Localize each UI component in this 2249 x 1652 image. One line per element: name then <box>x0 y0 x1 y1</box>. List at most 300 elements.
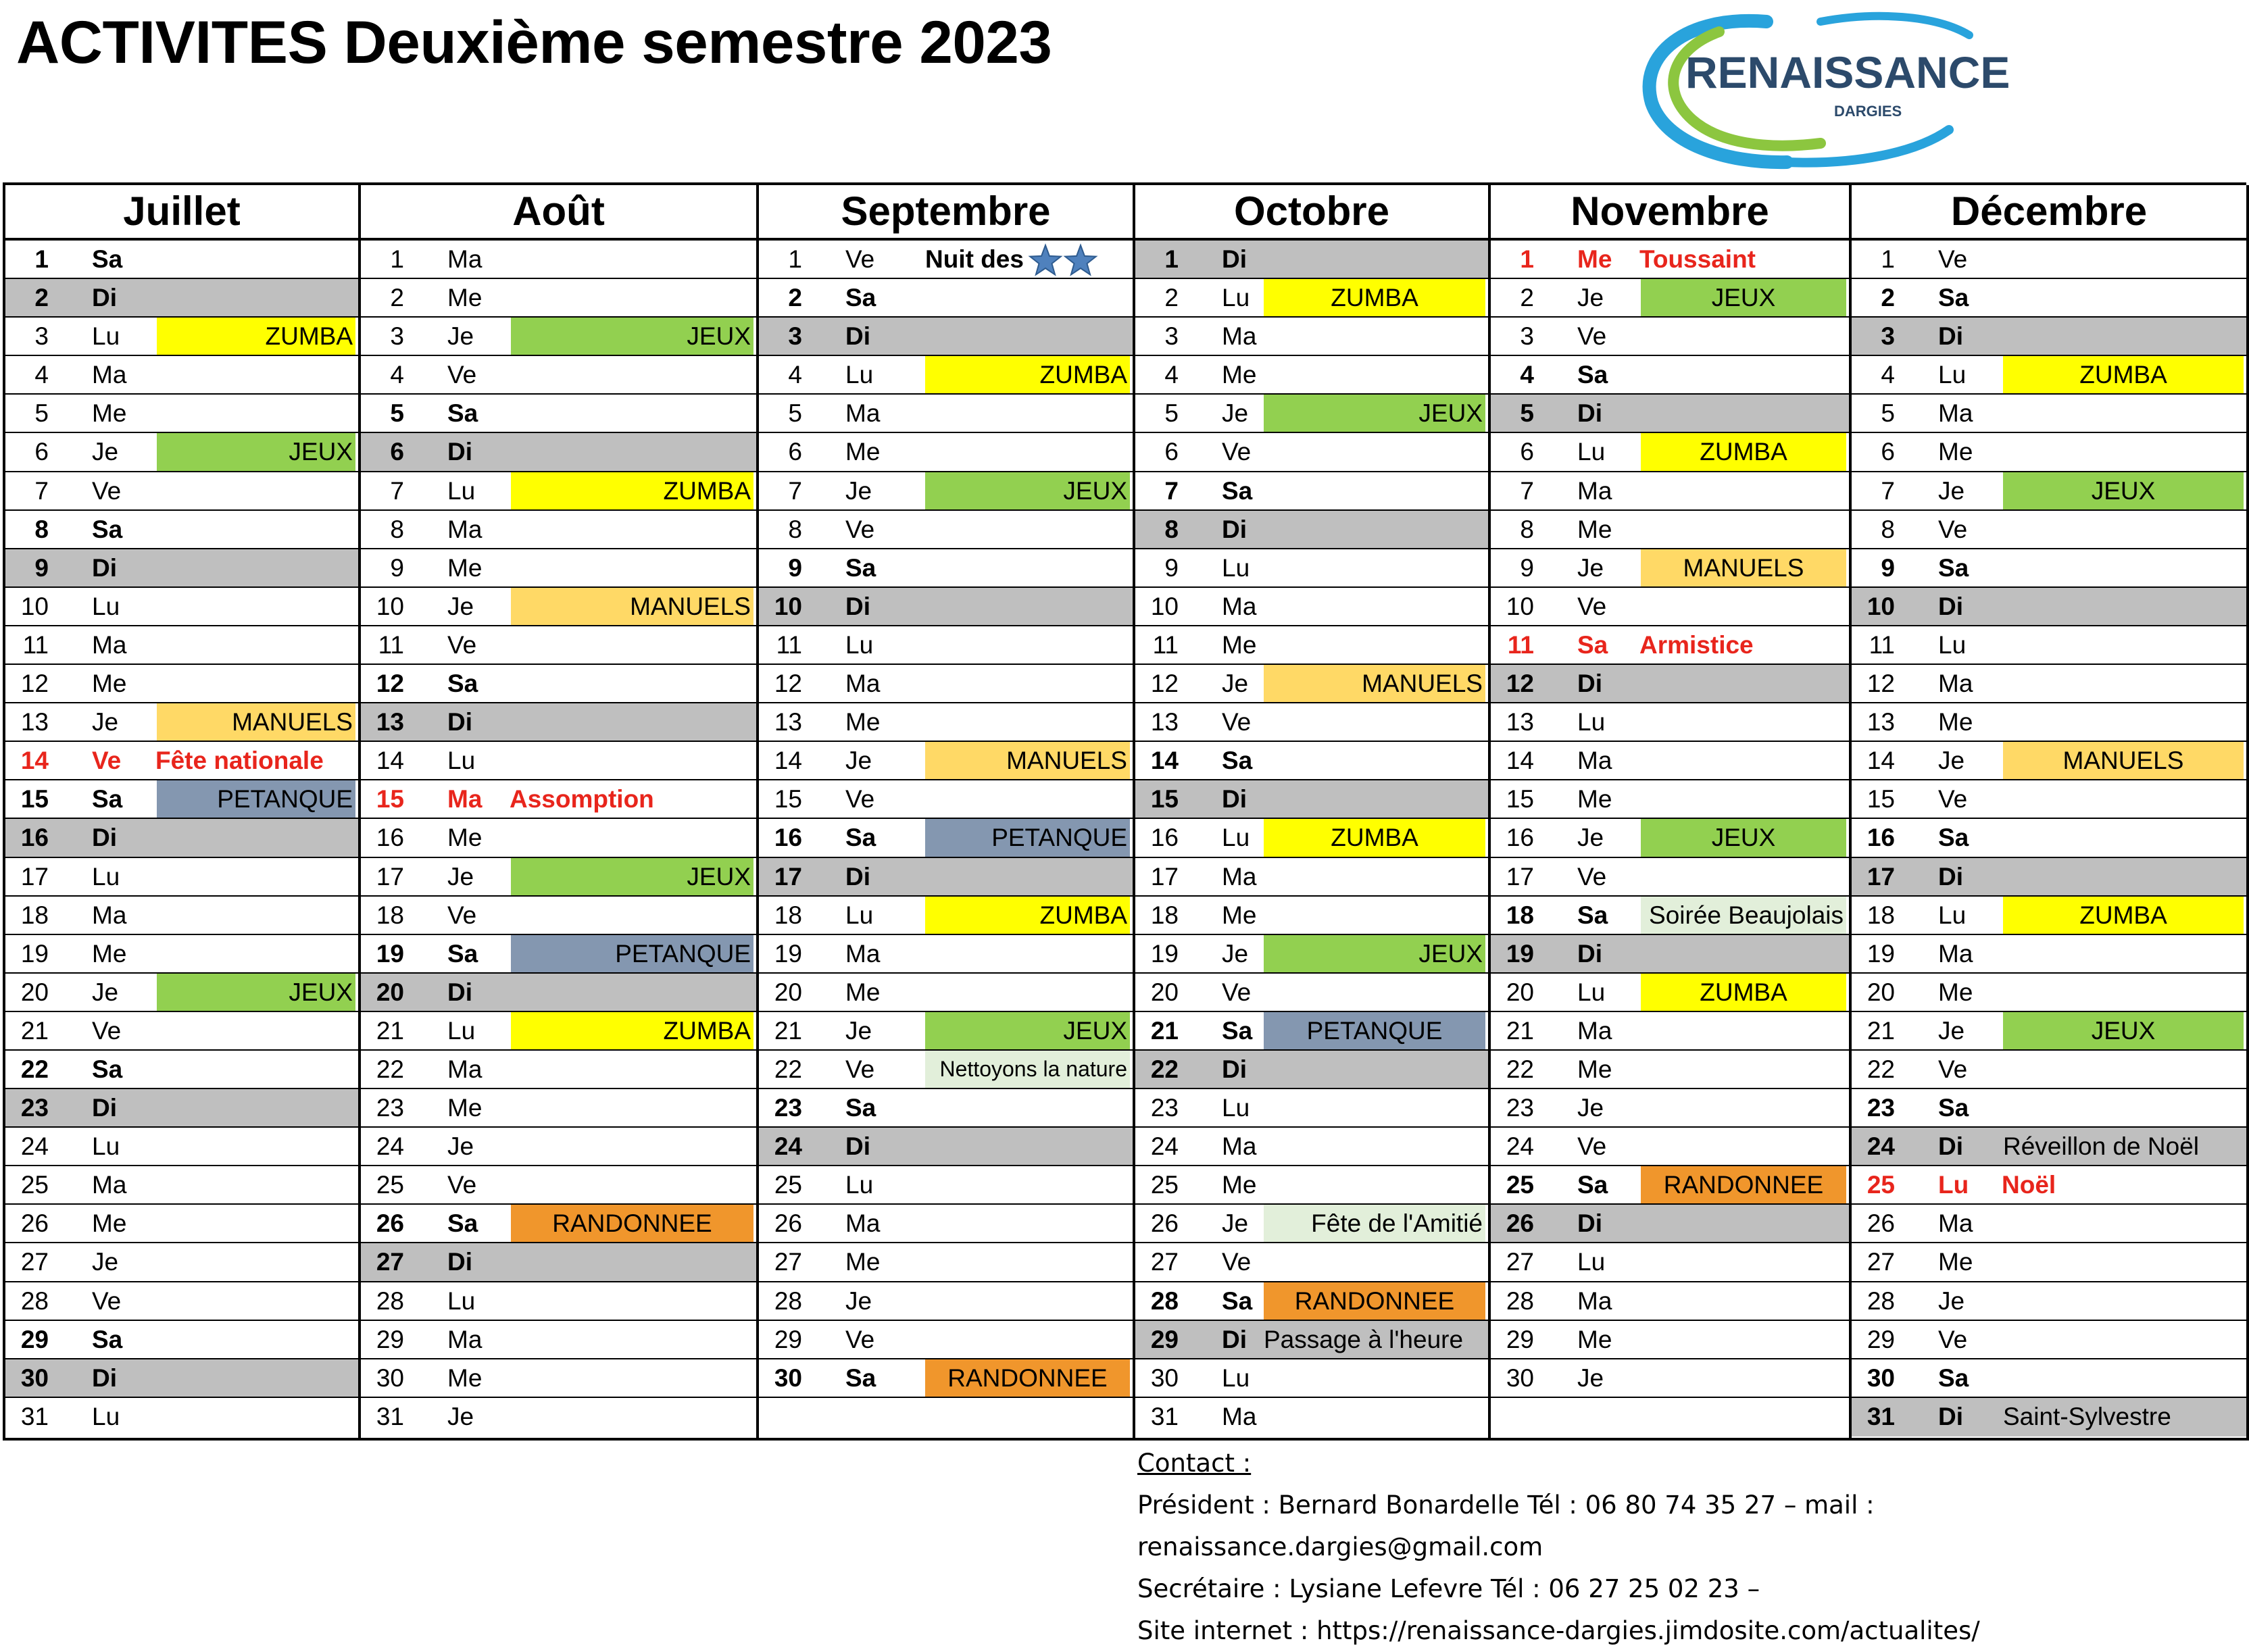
month-column <box>1491 185 1852 1441</box>
day-row <box>1135 241 1488 279</box>
day-name: Ma <box>1938 939 1973 968</box>
event-label: Passage à l'heure <box>1264 1325 1464 1353</box>
day-number: 1 <box>1881 245 1895 273</box>
day-number: 15 <box>376 785 404 814</box>
day-name: Je <box>447 1132 474 1161</box>
day-row <box>361 318 756 356</box>
event-label: MANUELS <box>232 708 353 736</box>
day-name: Di <box>845 862 870 891</box>
event-label: RANDONNEE <box>552 1209 712 1238</box>
event-label: ZUMBA <box>1039 901 1127 929</box>
day-name: Lu <box>447 1016 476 1045</box>
day-number: 20 <box>774 978 802 1006</box>
day-name: Me <box>1938 978 1973 1006</box>
day-name: Ve <box>92 1016 122 1045</box>
event-cell <box>511 588 753 625</box>
event-cell <box>1641 433 1846 470</box>
day-row <box>1491 897 1849 935</box>
day-name: Je <box>1577 824 1604 852</box>
day-number: 10 <box>1150 592 1179 620</box>
day-name: Ma <box>845 399 881 428</box>
day-row <box>1491 1205 1849 1243</box>
day-name: Ve <box>845 1325 875 1353</box>
contact-secretaire: Secrétaire : Lysiane Lefevre Tél : 06 27 25 02 23 – <box>1137 1574 1760 1603</box>
event-label: JEUX <box>2091 1016 2156 1045</box>
event-label: ZUMBA <box>1039 361 1127 389</box>
day-name: Je <box>447 862 474 891</box>
day-name: Je <box>1577 1363 1604 1392</box>
day-row <box>1852 703 2246 742</box>
day-row <box>1852 318 2246 356</box>
day-number: 12 <box>774 670 802 698</box>
day-row <box>1135 279 1488 318</box>
day-row <box>1135 1282 1488 1321</box>
day-number: 7 <box>788 476 802 505</box>
day-row <box>361 1089 756 1128</box>
day-number: 13 <box>1867 708 1895 736</box>
day-number: 17 <box>774 862 802 891</box>
day-number: 28 <box>1150 1286 1179 1315</box>
day-row <box>5 395 358 433</box>
day-row <box>1135 1243 1488 1282</box>
event-cell <box>1641 549 1846 586</box>
day-row <box>361 356 756 395</box>
day-row <box>1852 1166 2246 1205</box>
event-label: JEUX <box>1711 824 1776 852</box>
event-cell <box>157 318 355 355</box>
event-label: Nettoyons la nature <box>939 1056 1127 1081</box>
day-number: 20 <box>376 978 404 1006</box>
day-name: Lu <box>1222 1363 1250 1392</box>
day-row <box>5 241 358 279</box>
day-number: 7 <box>34 476 49 505</box>
day-number: 18 <box>20 901 49 929</box>
event-cell <box>1637 626 1846 664</box>
day-row <box>5 1128 358 1166</box>
day-name: Je <box>447 1402 474 1430</box>
day-name: Ve <box>1222 438 1252 466</box>
day-name: Sa <box>1938 284 1969 312</box>
day-name: Ma <box>1577 1286 1612 1315</box>
day-row <box>759 780 1133 819</box>
day-name: Sa <box>92 1325 123 1353</box>
day-row <box>361 241 756 279</box>
event-label: Nuit des <box>925 245 1024 273</box>
day-row <box>361 1166 756 1205</box>
day-row <box>1491 780 1849 819</box>
event-cell <box>2003 742 2244 779</box>
day-number: 18 <box>1506 901 1534 929</box>
day-name: Ma <box>92 630 127 659</box>
day-name: Di <box>92 1094 117 1122</box>
day-name: Sa <box>447 670 478 698</box>
day-number: 13 <box>1506 708 1534 736</box>
event-cell <box>2003 1012 2244 1049</box>
day-number: 22 <box>774 1055 802 1083</box>
day-name: Di <box>1938 862 1963 891</box>
day-number: 30 <box>1506 1363 1534 1392</box>
day-number: 26 <box>1867 1209 1895 1238</box>
day-name: Di <box>447 438 472 466</box>
event-label: JEUX <box>289 978 353 1006</box>
event-cell <box>511 1205 753 1242</box>
day-row <box>1135 1012 1488 1051</box>
day-number: 4 <box>1881 361 1895 389</box>
day-number: 2 <box>1881 284 1895 312</box>
day-name: Je <box>1938 476 1965 505</box>
day-number: 19 <box>1150 939 1179 968</box>
day-number: 5 <box>34 399 49 428</box>
day-row <box>5 549 358 588</box>
day-name: Ma <box>1577 476 1612 505</box>
day-row <box>1491 241 1849 279</box>
day-number: 28 <box>1506 1286 1534 1315</box>
day-name: Me <box>92 939 127 968</box>
day-name: Di <box>1222 245 1247 273</box>
event-cell <box>507 780 753 818</box>
day-row <box>1135 1321 1488 1359</box>
contact-site[interactable]: Site internet : https://renaissance-dargies.jimdosite.com/actualites/ <box>1137 1616 1980 1645</box>
day-number: 12 <box>1150 670 1179 698</box>
day-row <box>361 1128 756 1166</box>
day-row <box>361 819 756 857</box>
contact-title: Contact : <box>1137 1449 1252 1478</box>
event-label: MANUELS <box>1006 747 1127 775</box>
day-number: 18 <box>774 901 802 929</box>
event-label: JEUX <box>687 322 751 351</box>
day-number: 29 <box>1506 1325 1534 1353</box>
event-cell <box>1641 1166 1846 1203</box>
day-number: 4 <box>390 361 404 389</box>
day-name: Ve <box>447 1171 477 1199</box>
day-row <box>759 626 1133 665</box>
event-cell <box>511 318 753 355</box>
event-cell <box>511 858 753 895</box>
day-number: 8 <box>1164 515 1179 543</box>
day-row <box>1491 1243 1849 1282</box>
day-number: 26 <box>774 1209 802 1238</box>
day-row <box>1135 395 1488 433</box>
event-cell <box>2003 1398 2244 1436</box>
day-row <box>5 780 358 819</box>
day-number: 8 <box>1881 515 1895 543</box>
day-number: 31 <box>1867 1402 1895 1430</box>
day-row <box>759 1321 1133 1359</box>
day-row <box>361 1243 756 1282</box>
day-name: Me <box>1577 1055 1612 1083</box>
day-name: Sa <box>92 785 123 814</box>
day-number: 2 <box>34 284 49 312</box>
day-name: Di <box>92 824 117 852</box>
day-name: Ve <box>1938 1325 1968 1353</box>
event-label: RANDONNEE <box>947 1363 1108 1392</box>
event-cell <box>1264 935 1485 972</box>
day-row <box>1852 974 2246 1012</box>
day-row <box>759 511 1133 549</box>
day-row <box>1491 1321 1849 1359</box>
day-name: Ve <box>1938 515 1968 543</box>
day-row <box>5 356 358 395</box>
day-name: Ma <box>1222 862 1257 891</box>
event-cell <box>2003 356 2244 393</box>
day-row <box>1135 858 1488 897</box>
day-row <box>5 897 358 935</box>
day-row <box>1491 1398 1849 1436</box>
day-number: 20 <box>1150 978 1179 1006</box>
day-row <box>1491 511 1849 549</box>
day-number: 15 <box>1506 785 1534 814</box>
day-number: 6 <box>390 438 404 466</box>
day-name: Sa <box>1577 361 1608 389</box>
day-name: Sa <box>92 245 123 273</box>
day-name: Lu <box>447 1286 476 1315</box>
day-row <box>1852 1089 2246 1128</box>
day-name: Je <box>447 322 474 351</box>
day-name: Me <box>1577 515 1612 543</box>
event-label: PETANQUE <box>615 939 751 968</box>
day-name: Je <box>1222 1209 1249 1238</box>
event-cell <box>2003 1128 2244 1165</box>
day-name: Me <box>1938 1248 1973 1276</box>
day-name: Sa <box>1222 747 1253 775</box>
day-name: Je <box>1222 399 1249 428</box>
day-number: 15 <box>1867 785 1895 814</box>
event-label: PETANQUE <box>217 785 353 814</box>
day-row <box>5 1321 358 1359</box>
day-row <box>361 626 756 665</box>
day-name: Me <box>447 824 483 852</box>
day-name: Lu <box>92 592 120 620</box>
day-row <box>759 318 1133 356</box>
day-row <box>5 588 358 626</box>
day-number: 23 <box>1867 1094 1895 1122</box>
event-cell <box>1264 665 1485 702</box>
day-row <box>1852 472 2246 511</box>
day-name: Ma <box>845 1209 881 1238</box>
day-name: Lu <box>1222 824 1250 852</box>
day-row <box>1491 395 1849 433</box>
event-label: RANDONNEE <box>1294 1286 1455 1315</box>
day-name: Ve <box>1222 1248 1252 1276</box>
day-number: 6 <box>1881 438 1895 466</box>
day-number: 27 <box>376 1248 404 1276</box>
day-row <box>1852 897 2246 935</box>
day-name: Di <box>1938 1132 1963 1161</box>
day-row <box>759 1128 1133 1166</box>
day-number: 2 <box>788 284 802 312</box>
event-label: ZUMBA <box>1331 824 1418 852</box>
day-row <box>759 819 1133 857</box>
day-row <box>1135 318 1488 356</box>
day-number: 1 <box>390 245 404 273</box>
day-row <box>759 356 1133 395</box>
day-name: Ma <box>1938 1209 1973 1238</box>
day-name: Lu <box>1222 1094 1250 1122</box>
day-name: Me <box>1577 1325 1612 1353</box>
day-row <box>1852 1051 2246 1089</box>
day-name: Ma <box>447 245 483 273</box>
day-number: 23 <box>774 1094 802 1122</box>
event-cell <box>2003 472 2244 509</box>
day-name: Lu <box>845 361 874 389</box>
day-number: 15 <box>774 785 802 814</box>
day-row <box>759 935 1133 974</box>
day-row <box>1491 1012 1849 1051</box>
day-row <box>5 511 358 549</box>
event-cell <box>1264 819 1485 856</box>
day-number: 5 <box>1881 399 1895 428</box>
day-row <box>1135 1128 1488 1166</box>
day-number: 11 <box>1152 630 1179 659</box>
day-row <box>361 1359 756 1398</box>
event-cell <box>925 897 1130 934</box>
day-row <box>5 1089 358 1128</box>
day-row <box>361 1051 756 1089</box>
day-number: 22 <box>376 1055 404 1083</box>
day-name: Je <box>447 592 474 620</box>
month-header: Décembre <box>1852 185 2246 241</box>
day-name: Je <box>1938 1286 1965 1315</box>
day-number: 9 <box>1520 553 1534 582</box>
event-label: Soirée Beaujolais <box>1649 901 1844 929</box>
day-number: 6 <box>788 438 802 466</box>
month-header: Novembre <box>1491 185 1849 241</box>
day-name: Ve <box>1577 862 1607 891</box>
day-number: 15 <box>20 785 49 814</box>
event-cell <box>511 1012 753 1049</box>
day-name: Ma <box>1577 747 1612 775</box>
day-number: 28 <box>376 1286 404 1315</box>
day-number: 27 <box>1150 1248 1179 1276</box>
month-header: Juillet <box>5 185 358 241</box>
day-row <box>1491 1359 1849 1398</box>
day-name: Je <box>92 708 119 736</box>
day-number: 31 <box>1150 1402 1179 1430</box>
day-number: 2 <box>1520 284 1534 312</box>
day-number: 21 <box>774 1016 802 1045</box>
day-row <box>1852 1205 2246 1243</box>
day-number: 6 <box>34 438 49 466</box>
day-name: Me <box>1577 785 1612 814</box>
day-number: 13 <box>1150 708 1179 736</box>
day-number: 3 <box>34 322 49 351</box>
day-number: 12 <box>376 670 404 698</box>
day-number: 10 <box>376 592 404 620</box>
month-column <box>1852 185 2249 1441</box>
day-name: Ma <box>845 670 881 698</box>
day-name: Di <box>1938 1402 1963 1430</box>
day-number: 17 <box>20 862 49 891</box>
day-name: Lu <box>1938 630 1967 659</box>
day-row <box>361 511 756 549</box>
day-number: 27 <box>20 1248 49 1276</box>
day-number: 17 <box>376 862 404 891</box>
day-name: Sa <box>1938 553 1969 582</box>
day-name: Ve <box>1577 322 1607 351</box>
day-row <box>1135 897 1488 935</box>
day-row <box>5 1282 358 1321</box>
day-number: 25 <box>20 1171 49 1199</box>
day-row <box>1852 511 2246 549</box>
day-name: Me <box>845 1248 881 1276</box>
event-label: Assomption <box>510 785 654 814</box>
event-cell <box>1641 897 1846 934</box>
day-number: 27 <box>1506 1248 1534 1276</box>
stars-icon <box>1027 243 1101 278</box>
day-number: 19 <box>774 939 802 968</box>
day-name: Ma <box>845 939 881 968</box>
day-name: Me <box>1222 1171 1257 1199</box>
day-number: 21 <box>1150 1016 1179 1045</box>
event-label: JEUX <box>1063 476 1127 505</box>
month-column <box>759 185 1135 1441</box>
day-name: Lu <box>92 862 120 891</box>
day-name: Lu <box>845 630 874 659</box>
day-row <box>1135 935 1488 974</box>
day-name: Sa <box>845 824 876 852</box>
day-row <box>1852 1321 2246 1359</box>
day-name: Je <box>1577 1094 1604 1122</box>
day-number: 31 <box>376 1402 404 1430</box>
day-row <box>1491 703 1849 742</box>
day-name: Je <box>845 1286 872 1315</box>
day-name: Lu <box>447 476 476 505</box>
day-number: 5 <box>390 399 404 428</box>
day-row <box>1491 665 1849 703</box>
event-cell <box>925 742 1130 779</box>
day-number: 16 <box>774 824 802 852</box>
day-number: 25 <box>1506 1171 1534 1199</box>
day-name: Di <box>92 284 117 312</box>
day-name: Sa <box>447 399 478 428</box>
day-name: Lu <box>1577 708 1606 736</box>
day-number: 21 <box>20 1016 49 1045</box>
event-label: Fête nationale <box>155 747 324 775</box>
day-row <box>1491 472 1849 511</box>
day-name: Je <box>1222 939 1249 968</box>
day-row <box>1852 626 2246 665</box>
logo-wordmark: RENAISSANCE <box>1685 47 2010 97</box>
event-cell <box>511 472 753 509</box>
day-row <box>5 1051 358 1089</box>
day-name: Me <box>447 1363 483 1392</box>
day-row <box>1852 742 2246 780</box>
day-number: 19 <box>1867 939 1895 968</box>
day-row <box>1491 279 1849 318</box>
day-row <box>1135 356 1488 395</box>
day-row <box>1135 626 1488 665</box>
day-name: Sa <box>92 1055 123 1083</box>
day-name: Lu <box>1222 284 1250 312</box>
day-number: 7 <box>1520 476 1534 505</box>
day-number: 5 <box>1164 399 1179 428</box>
day-number: 26 <box>20 1209 49 1238</box>
day-row <box>5 935 358 974</box>
day-name: Ve <box>1938 785 1968 814</box>
day-row <box>1135 665 1488 703</box>
event-label: Réveillon de Noël <box>2003 1132 2200 1161</box>
event-cell <box>1999 1166 2244 1203</box>
day-number: 24 <box>1867 1132 1895 1161</box>
day-number: 14 <box>20 747 49 775</box>
day-number: 20 <box>1506 978 1534 1006</box>
event-label: JEUX <box>289 438 353 466</box>
day-number: 13 <box>376 708 404 736</box>
day-number: 1 <box>1520 245 1534 273</box>
day-number: 11 <box>22 630 49 659</box>
day-row <box>759 1051 1133 1089</box>
day-number: 10 <box>774 592 802 620</box>
